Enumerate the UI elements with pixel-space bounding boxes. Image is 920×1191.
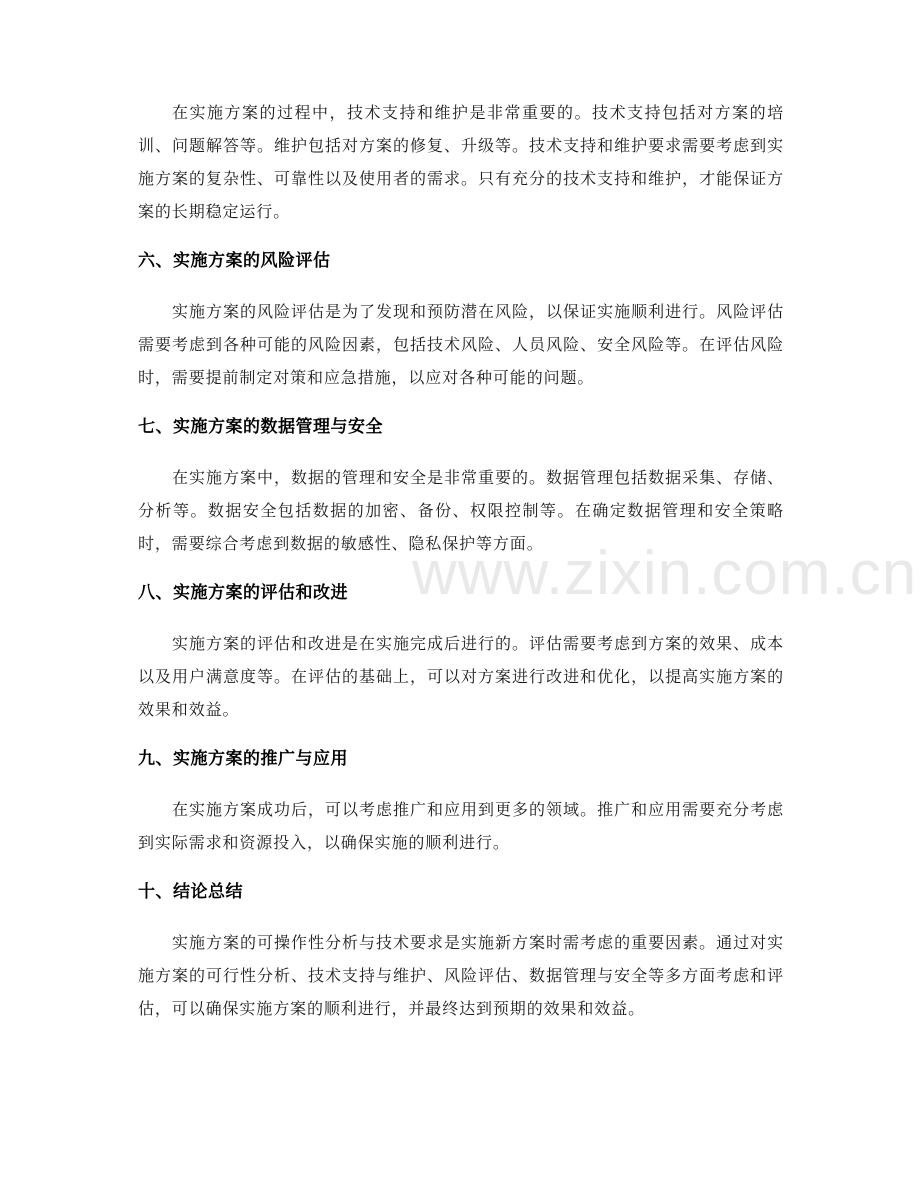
heading-evaluation: 八、实施方案的评估和改进 [138, 583, 348, 603]
paragraph-conclusion: 实施方案的可操作性分析与技术要求是实施新方案时需考虑的重要因素。通过对实施方案的可行性分析、技术支持与维护、风险评估、数据管理与安全等多方面考虑和评估，可以确保实施方案的顺利进行，并最终达到预期的效果和效益。 [138, 933, 784, 1018]
heading-promotion: 九、实施方案的推广与应用 [138, 749, 348, 769]
paragraph-evaluation: 实施方案的评估和改进是在实施完成后进行的。评估需要考虑到方案的效果、成本以及用户满意度等。在评估的基础上，可以对方案进行改进和优化，以提高实施方案的效果和效益。 [138, 634, 784, 719]
paragraph-data-management: 在实施方案中，数据的管理和安全是非常重要的。数据管理包括数据采集、存储、分析等。数据安全包括数据的加密、备份、权限控制等。在确定数据管理和安全策略时，需要综合考虑到数据的敏感性、隐私保护等方面。 [138, 468, 784, 553]
paragraph-tech-support: 在实施方案的过程中，技术支持和维护是非常重要的。技术支持包括对方案的培训、问题解答等。维护包括对方案的修复、升级等。技术支持和维护要求需要考虑到实施方案的复杂性、可靠性以及使用者的需求。只有充分的技术支持和维护，才能保证方案的长期稳定运行。 [138, 103, 784, 221]
watermark-text: www.zixin.com.cn [412, 539, 918, 608]
heading-conclusion: 十、结论总结 [138, 882, 243, 902]
heading-risk-assessment: 六、实施方案的风险评估 [138, 251, 331, 271]
paragraph-risk-assessment: 实施方案的风险评估是为了发现和预防潜在风险，以保证实施顺利进行。风险评估需要考虑到各种可能的风险因素，包括技术风险、人员风险、安全风险等。在评估风险时，需要提前制定对策和应急措施，以应对各种可能的问题。 [138, 302, 784, 387]
paragraph-promotion: 在实施方案成功后，可以考虑推广和应用到更多的领域。推广和应用需要充分考虑到实际需求和资源投入，以确保实施的顺利进行。 [138, 800, 784, 852]
document-page [138, 96, 784, 1025]
heading-data-management: 七、实施方案的数据管理与安全 [138, 417, 383, 437]
